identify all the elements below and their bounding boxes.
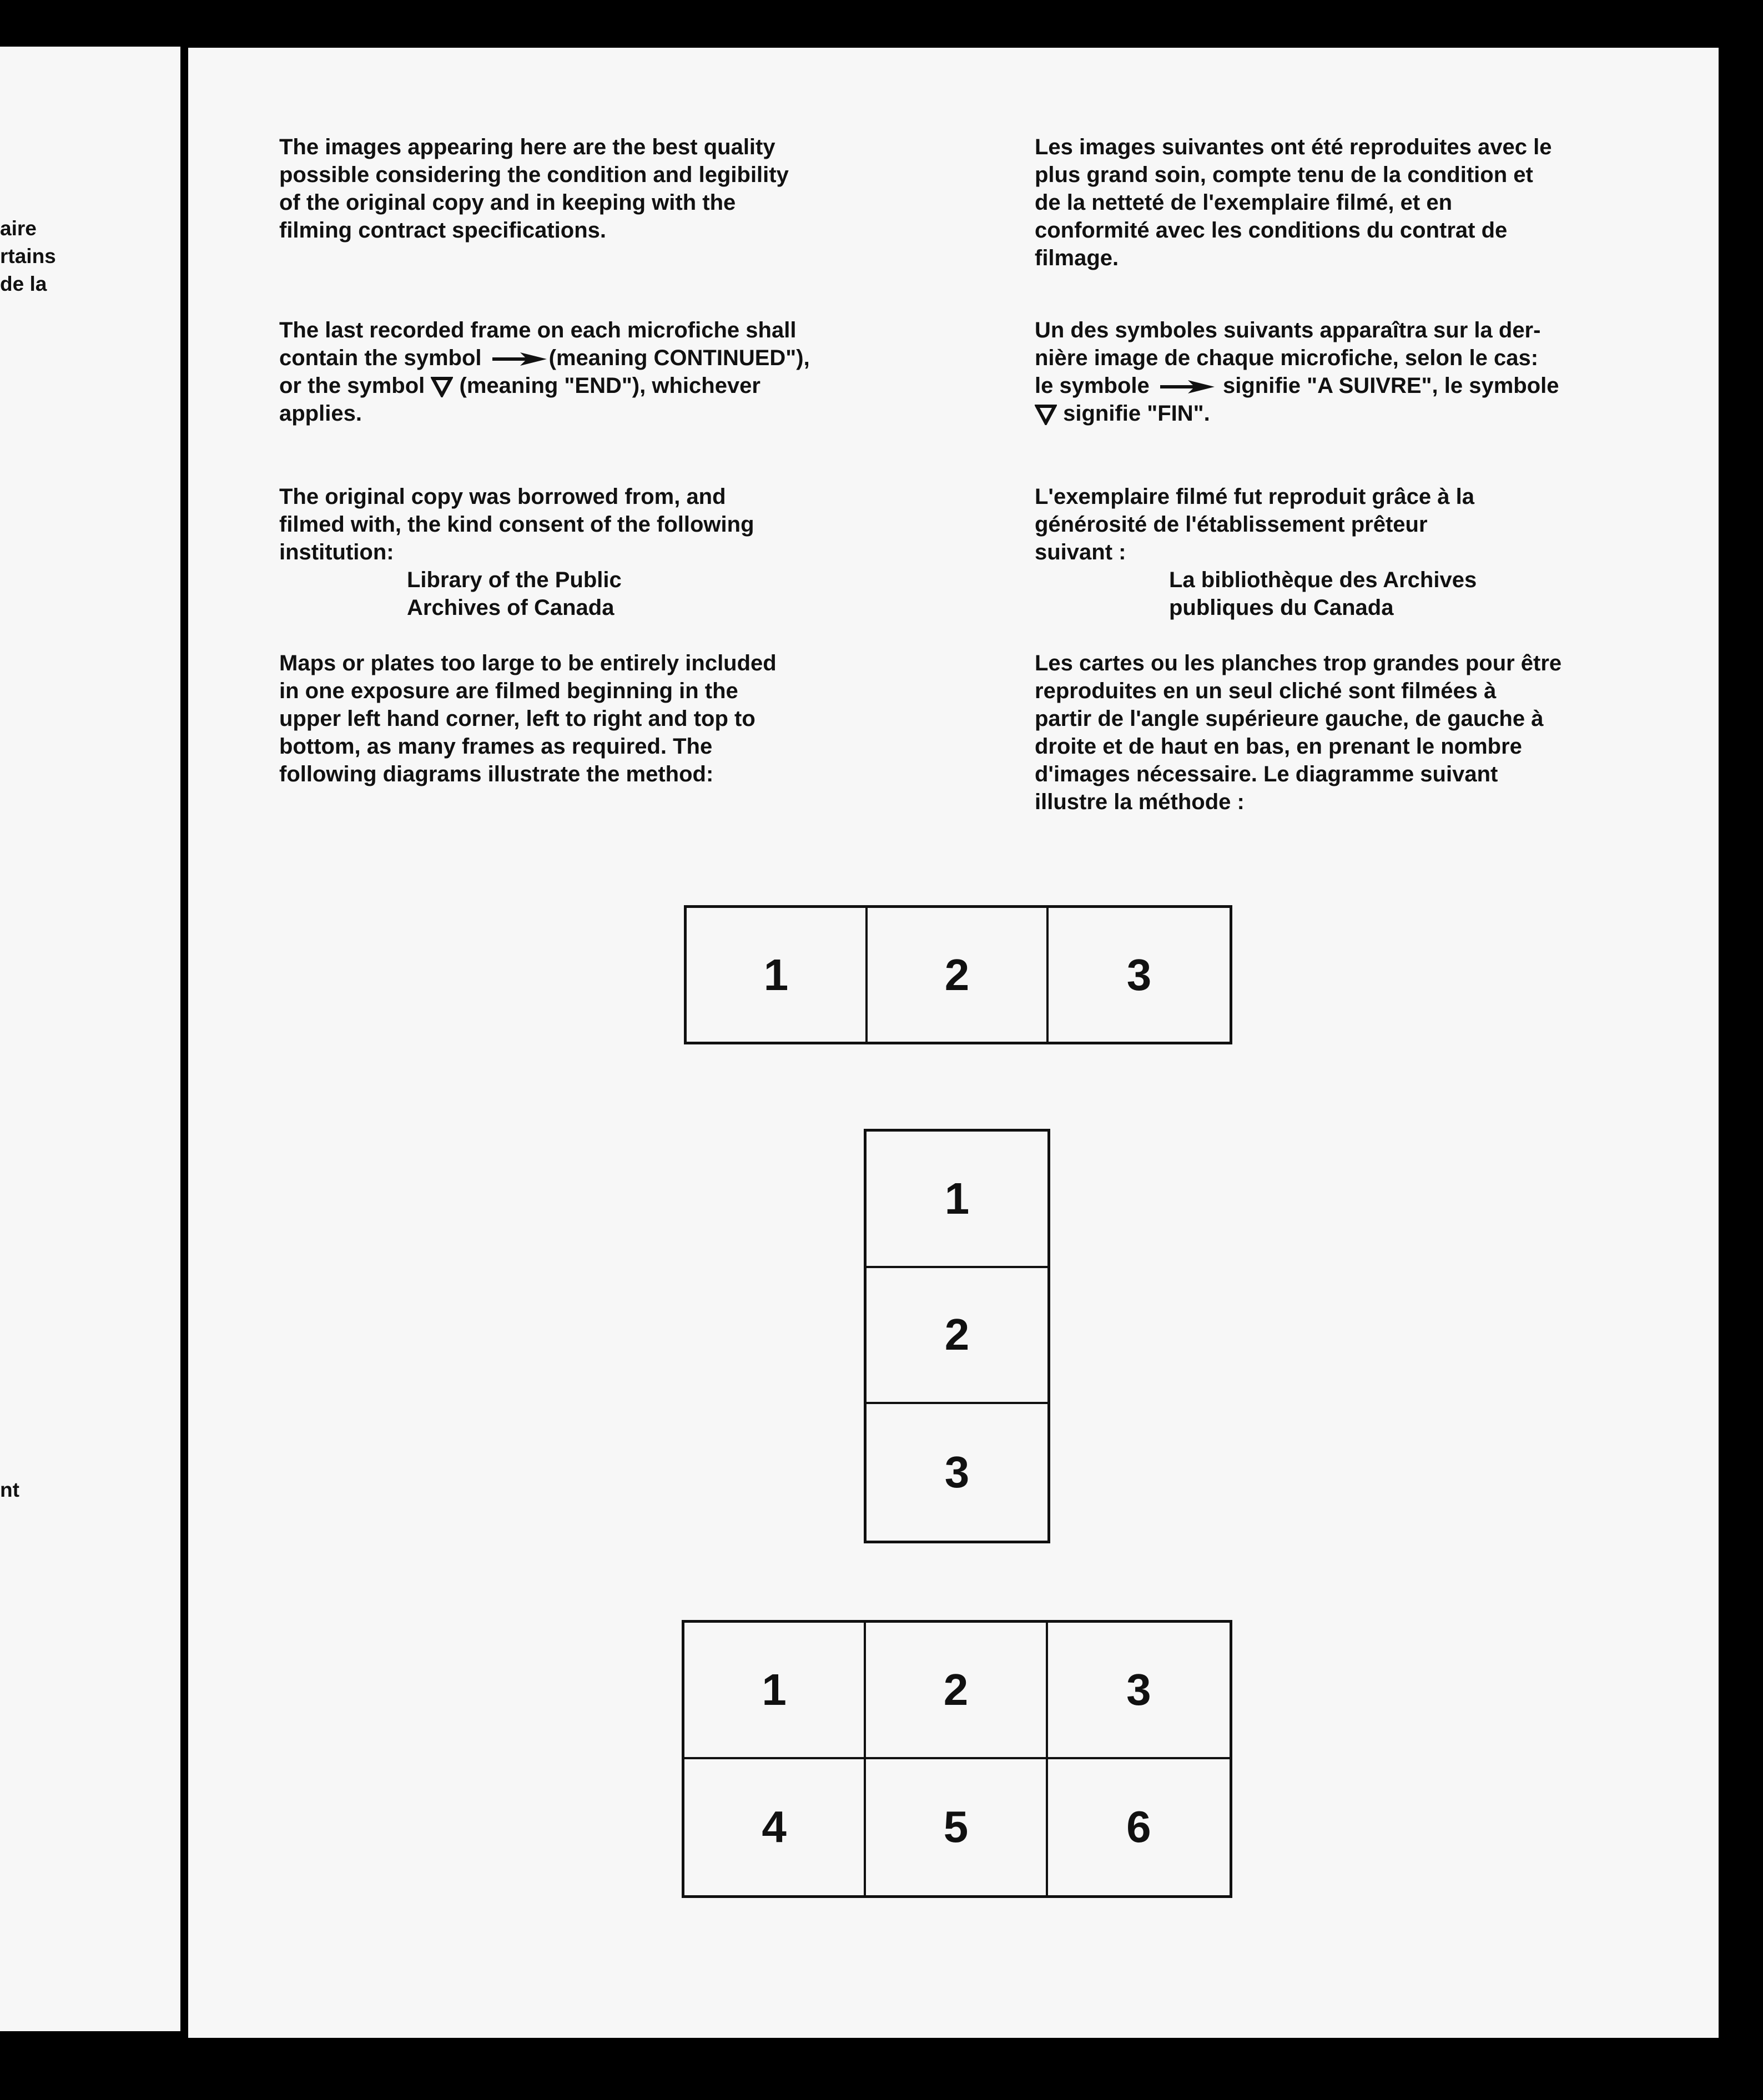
text-line: The last recorded frame on each microfiche shall (279, 318, 797, 342)
french-paragraph-institution (1035, 483, 1701, 622)
text-line: possible considering the condition and legibility (279, 163, 789, 187)
text-line (279, 372, 923, 400)
text-line: filmage. (1035, 246, 1119, 270)
text-line: suivant : (1035, 540, 1126, 564)
diagram-grid-of-six (682, 1620, 1232, 1898)
end-triangle-icon (1035, 404, 1057, 425)
text-fragment: contain the symbol (279, 346, 482, 370)
text-line: filming contract specifications. (279, 218, 607, 243)
text-line: Les images suivantes ont été reproduites avec le (1035, 135, 1552, 159)
english-column (279, 133, 923, 788)
text-line: nière image de chaque microfiche, selon le cas: (1035, 346, 1539, 370)
text-line (1035, 372, 1701, 400)
text-line: plus grand soin, compte tenu de la condition et (1035, 163, 1533, 187)
text-line: of the original copy and in keeping with the (279, 190, 736, 215)
english-paragraph-symbols (279, 316, 923, 427)
text-line: filmed with, the kind consent of the following (279, 512, 754, 537)
text-line: Les cartes ou les planches trop grandes pour être (1035, 651, 1562, 675)
text-line: Maps or plates too large to be entirely included (279, 651, 777, 675)
diagram-row-of-three (684, 905, 1232, 1044)
text-line (279, 344, 923, 372)
text-line: institution: (279, 540, 394, 564)
text-line: following diagrams illustrate the method: (279, 762, 714, 786)
text-line: in one exposure are filmed beginning in the (279, 679, 738, 703)
french-paragraph-quality (1035, 133, 1701, 272)
english-paragraph-maps (279, 649, 923, 788)
text-line: reproduites en un seul cliché sont filmées à (1035, 679, 1497, 703)
edge-fragment-4: nt (0, 1478, 19, 1501)
text-fragment: le symbole (1035, 373, 1150, 398)
text-line: illustre la méthode : (1035, 790, 1245, 814)
frame-cell: 2 (868, 908, 1049, 1042)
text-line: L'exemplaire filmé fut reproduit grâce à la (1035, 484, 1474, 509)
text-fragment: (meaning "END"), whichever (459, 373, 760, 398)
frame-cell: 3 (944, 1447, 970, 1497)
diagram-column-of-three (864, 1129, 1050, 1543)
frame-cell: 4 (684, 1759, 866, 1896)
english-paragraph-quality (279, 133, 923, 244)
french-column (1035, 133, 1701, 816)
text-line: upper left hand corner, left to right and top to (279, 706, 755, 731)
frame-cell: 1 (867, 1132, 1047, 1268)
text-line (1035, 400, 1701, 427)
continued-arrow-icon (488, 351, 549, 367)
frame-cell: 3 (1048, 1623, 1230, 1759)
text-line: de la netteté de l'exemplaire filmé, et en (1035, 190, 1453, 215)
text-line: droite et de haut en bas, en prenant le nombre (1035, 734, 1522, 759)
text-line: bottom, as many frames as required. The (279, 734, 713, 759)
text-line: applies. (279, 401, 362, 426)
frame-cell: 1 (684, 1623, 866, 1759)
english-paragraph-institution (279, 483, 923, 622)
text-line: The original copy was borrowed from, and (279, 484, 726, 509)
institution-line: publiques du Canada (1169, 595, 1394, 620)
institution-line: Archives of Canada (407, 595, 614, 620)
edge-fragment-2: rtains (0, 245, 56, 267)
text-line: partir de l'angle supérieure gauche, de gauche à (1035, 706, 1544, 731)
end-triangle-icon (431, 376, 453, 397)
edge-fragment-1: aire (0, 217, 37, 240)
text-fragment: signifie "FIN". (1063, 401, 1210, 426)
continued-arrow-icon (1156, 378, 1217, 395)
edge-fragment-3: de la (0, 272, 47, 295)
left-page-fragment (0, 47, 180, 2031)
text-line: conformité avec les conditions du contrat de (1035, 218, 1508, 243)
frame-cell: 1 (687, 908, 868, 1042)
text-fragment: (meaning CONTINUED"), (548, 346, 810, 370)
text-line: d'images nécessaire. Le diagramme suivant (1035, 762, 1498, 786)
text-line: Un des symboles suivants apparaîtra sur la der- (1035, 318, 1541, 342)
frame-cell: 3 (1126, 950, 1152, 999)
institution-line: Library of the Public (407, 568, 622, 592)
french-paragraph-maps (1035, 649, 1701, 816)
french-paragraph-symbols (1035, 316, 1701, 427)
text-line: The images appearing here are the best quality (279, 135, 775, 159)
frame-cell: 2 (866, 1623, 1047, 1759)
frame-cell: 6 (1126, 1802, 1151, 1852)
text-line: générosité de l'établissement prêteur (1035, 512, 1428, 537)
frame-cell: 2 (867, 1268, 1047, 1405)
institution-line: La bibliothèque des Archives (1169, 568, 1477, 592)
frame-cell: 5 (866, 1759, 1047, 1896)
text-fragment: signifie "A SUIVRE", le symbole (1223, 373, 1559, 398)
text-fragment: or the symbol (279, 373, 425, 398)
